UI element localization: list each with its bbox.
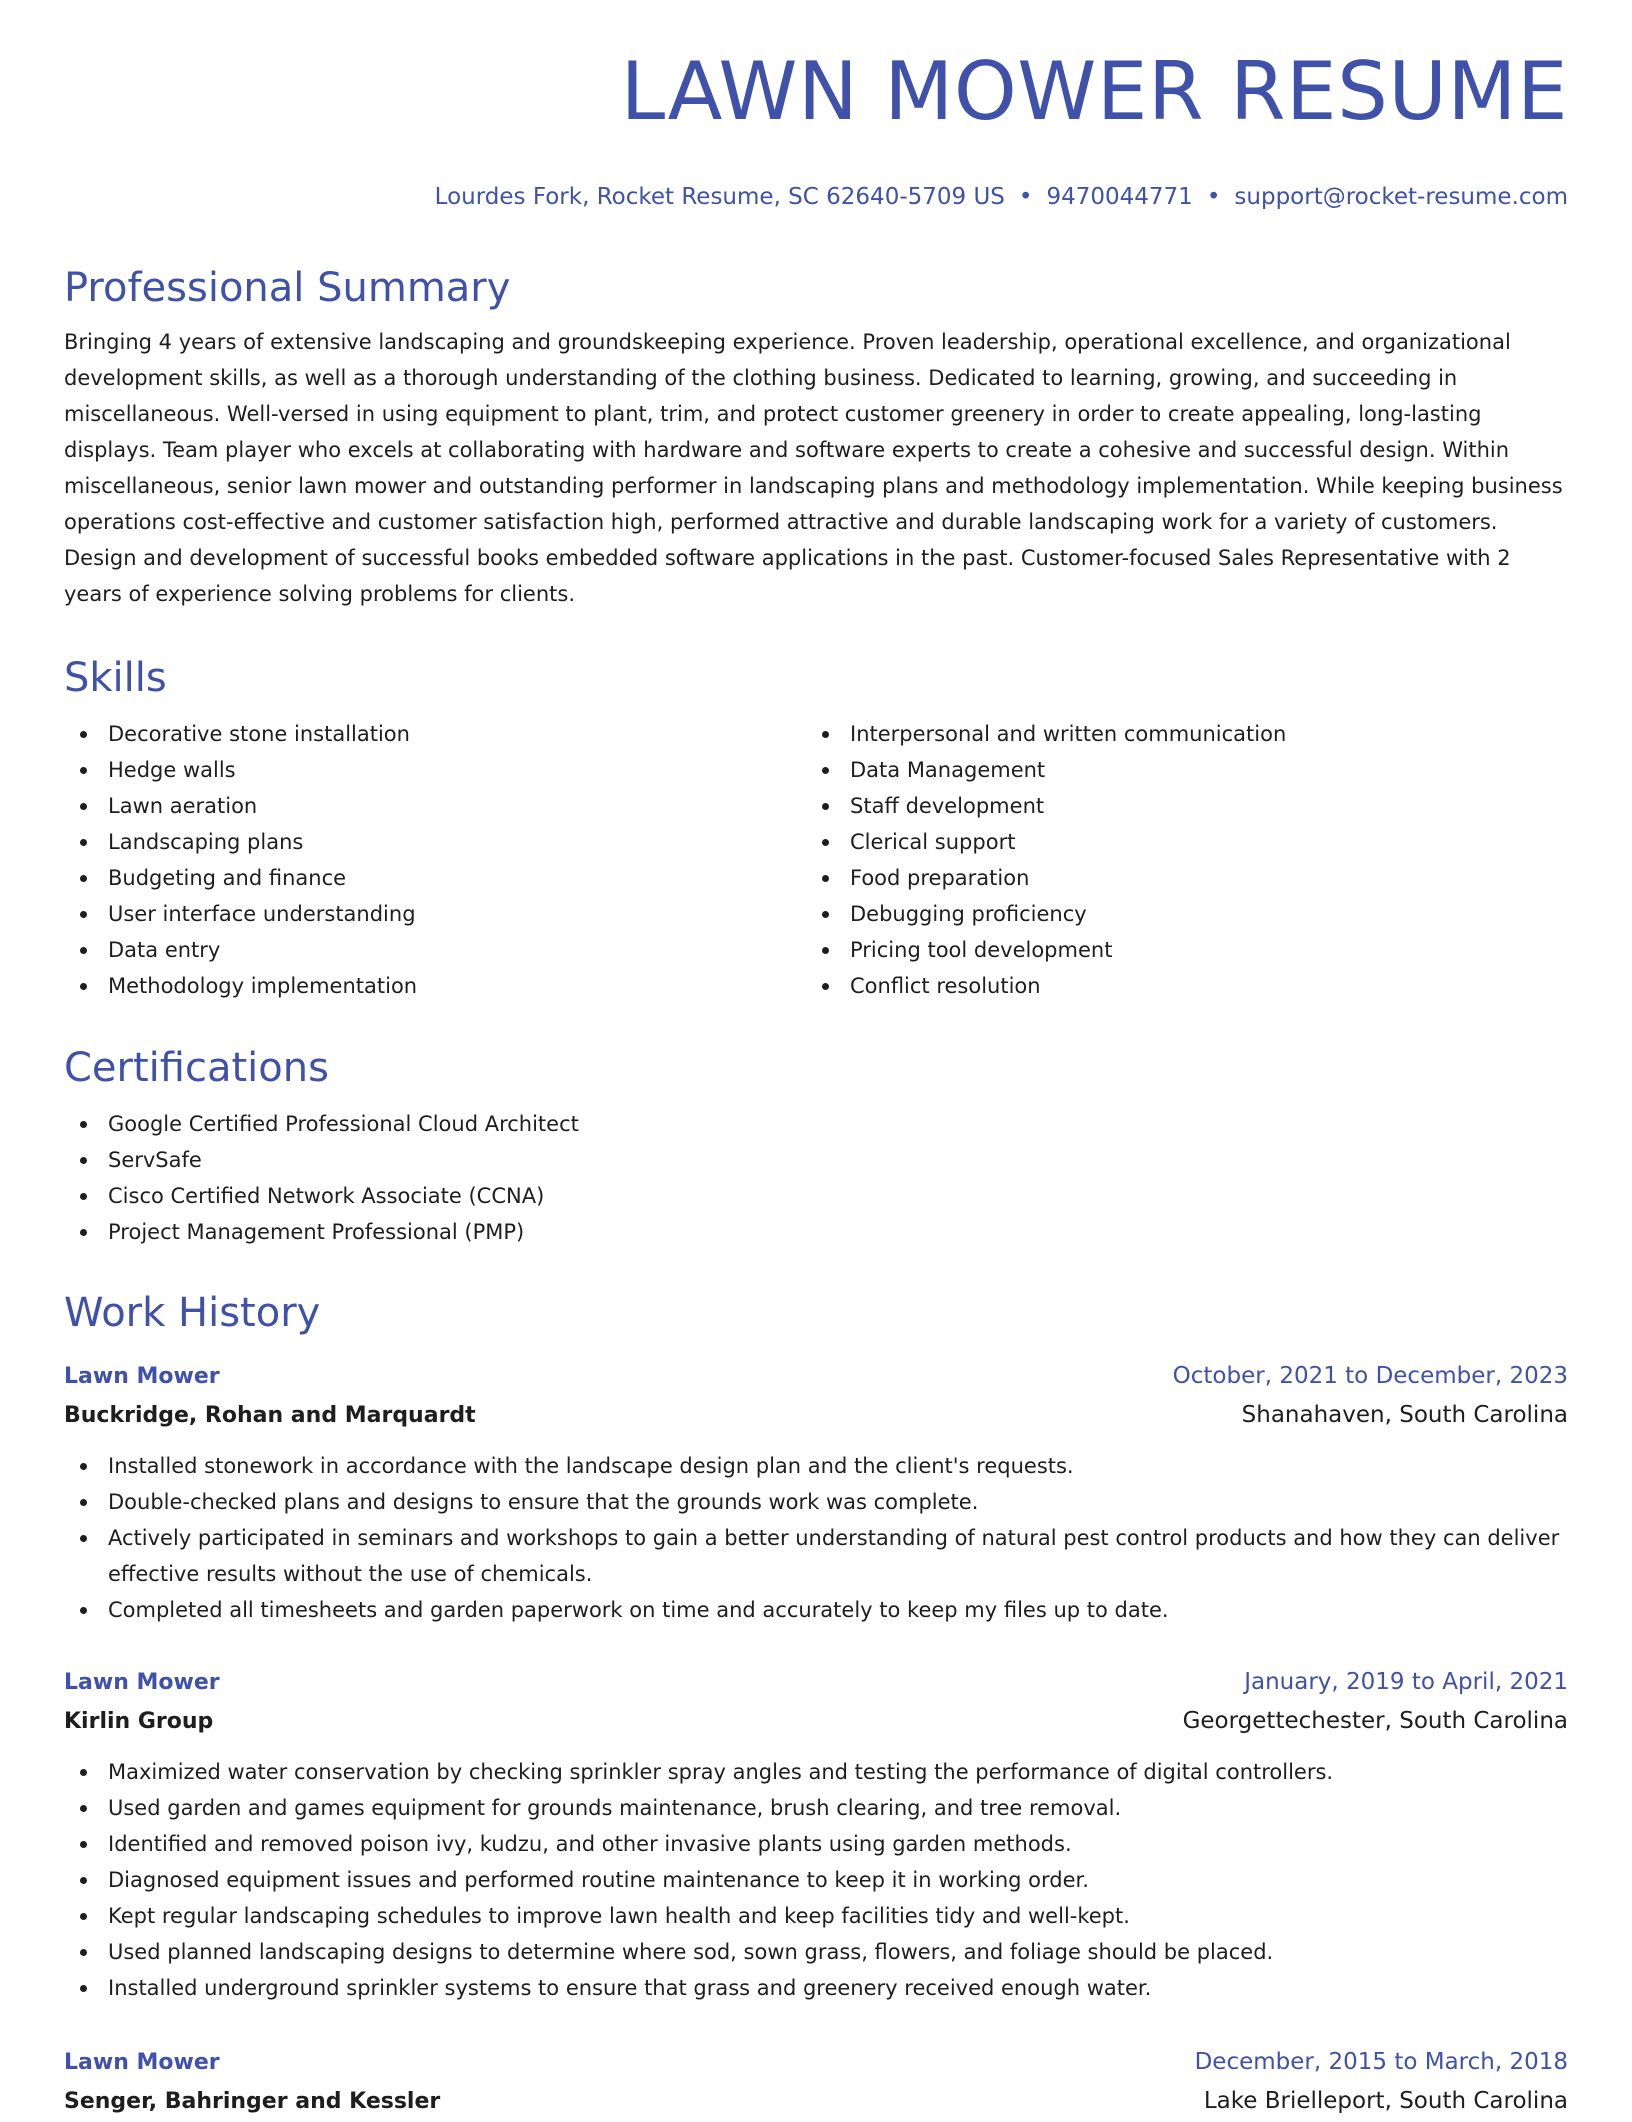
contact-address: Lourdes Fork, Rocket Resume, SC 62640-5709 US	[434, 184, 1005, 210]
job-title: Lawn Mower	[64, 1364, 220, 1389]
job-duty: Double-checked plans and designs to ensure that the grounds work was complete.	[64, 1484, 1568, 1520]
job-title: Lawn Mower	[64, 2050, 220, 2075]
skill-item: Staff development	[806, 788, 1548, 824]
certification-item: Project Management Professional (PMP)	[64, 1214, 1568, 1250]
job-entry	[64, 2044, 1568, 2122]
contact-separator: •	[1018, 184, 1033, 210]
job-company: Buckridge, Rohan and Marquardt	[64, 1403, 476, 1428]
job-duty: Installed underground sprinkler systems to ensure that grass and greenery received enough water.	[64, 1970, 1568, 2006]
skills-list-right	[806, 716, 1548, 1004]
skill-item: Decorative stone installation	[64, 716, 806, 752]
skills-list-left	[64, 716, 806, 1004]
skill-item: Budgeting and finance	[64, 860, 806, 896]
professional-summary-section	[64, 264, 1568, 612]
certification-item: ServSafe	[64, 1142, 1568, 1178]
job-duty: Actively participated in seminars and workshops to gain a better understanding of natural pest control products and how they can deliver effective results without the use of chemicals.	[64, 1520, 1568, 1592]
certifications-heading: Certifications	[64, 1045, 329, 1091]
skill-item: Food preparation	[806, 860, 1548, 896]
skill-item: Conflict resolution	[806, 968, 1548, 1004]
job-header-row	[64, 1358, 1568, 1395]
skill-item: Clerical support	[806, 824, 1548, 860]
skills-columns	[64, 716, 1568, 1004]
job-duty: Diagnosed equipment issues and performed routine maintenance to keep it in working order.	[64, 1862, 1568, 1898]
work-history-heading: Work History	[64, 1290, 321, 1336]
job-company: Senger, Bahringer and Kessler	[64, 2089, 441, 2114]
skill-item: Methodology implementation	[64, 968, 806, 1004]
job-company-row	[64, 2081, 1568, 2122]
job-header-row	[64, 2044, 1568, 2081]
skill-item: Data entry	[64, 932, 806, 968]
skill-item: Hedge walls	[64, 752, 806, 788]
job-location: Lake Brielleport, South Carolina	[1203, 2088, 1568, 2114]
skill-item: Interpersonal and written communication	[806, 716, 1548, 752]
contact-separator: •	[1206, 184, 1221, 210]
summary-text: Bringing 4 years of extensive landscaping and groundskeeping experience. Proven leadership, operational excellence, and organizational development skills, as well as a thorough understanding of the clothing business. Dedicated to learning, growing, and succeeding in miscellaneous. Well-versed in using equipment to plant, trim, and protect customer greenery in order to create appealing, long-lasting displays. Team player who excels at collaborating with hardware and software experts to create a cohesive and successful design. Within miscellaneous, senior lawn mower and outstanding performer in landscaping plans and methodology implementation. While keeping business operations cost-effective and customer satisfaction high, performed attractive and durable landscaping work for a variety of customers. Design and development of successful books embedded software applications in the past. Customer-focused Sales Representative with 2 years of experience solving problems for clients.	[64, 330, 1563, 606]
skills-section	[64, 654, 1568, 1004]
skill-item: Lawn aeration	[64, 788, 806, 824]
job-duty: Used garden and games equipment for grounds maintenance, brush clearing, and tree removal.	[64, 1790, 1568, 1826]
job-duty: Kept regular landscaping schedules to improve lawn health and keep facilities tidy and well-kept.	[64, 1898, 1568, 1934]
job-company-row	[64, 1395, 1568, 1436]
skill-item: Pricing tool development	[806, 932, 1548, 968]
job-duties-list	[64, 1754, 1568, 2006]
job-entry	[64, 1358, 1568, 1628]
job-duty: Used planned landscaping designs to determine where sod, sown grass, flowers, and foliage should be placed.	[64, 1934, 1568, 1970]
certification-item: Cisco Certified Network Associate (CCNA)	[64, 1178, 1568, 1214]
job-location: Shanahaven, South Carolina	[1241, 1402, 1568, 1428]
job-company: Kirlin Group	[64, 1709, 214, 1734]
job-dates: December, 2015 to March, 2018	[1194, 2049, 1568, 2075]
job-duty: Installed stonework in accordance with the landscape design plan and the client's requests.	[64, 1448, 1568, 1484]
certifications-section	[64, 1044, 1568, 1250]
contact-line	[435, 181, 1568, 213]
certification-item: Google Certified Professional Cloud Architect	[64, 1106, 1568, 1142]
skill-item: Data Management	[806, 752, 1548, 788]
job-title: Lawn Mower	[64, 1670, 220, 1695]
job-location: Georgettechester, South Carolina	[1182, 1708, 1568, 1734]
job-duties-list	[64, 1448, 1568, 1628]
job-entry	[64, 1664, 1568, 2006]
skills-heading: Skills	[64, 655, 167, 701]
job-duty: Completed all timesheets and garden paperwork on time and accurately to keep my files up to date.	[64, 1592, 1568, 1628]
job-dates: January, 2019 to April, 2021	[1244, 1669, 1568, 1695]
summary-heading: Professional Summary	[64, 265, 511, 311]
job-dates: October, 2021 to December, 2023	[1172, 1363, 1568, 1389]
contact-email[interactable]: support@rocket-resume.com	[1234, 184, 1568, 210]
skill-item: User interface understanding	[64, 896, 806, 932]
contact-phone: 9470044771	[1046, 184, 1193, 210]
skill-item: Debugging proficiency	[806, 896, 1548, 932]
job-company-row	[64, 1701, 1568, 1742]
skill-item: Landscaping plans	[64, 824, 806, 860]
job-header-row	[64, 1664, 1568, 1701]
resume-title: LAWN MOWER RESUME	[620, 45, 1568, 138]
job-duty: Identified and removed poison ivy, kudzu, and other invasive plants using garden methods.	[64, 1826, 1568, 1862]
certifications-list	[64, 1106, 1568, 1250]
job-duty: Maximized water conservation by checking sprinkler spray angles and testing the performance of digital controllers.	[64, 1754, 1568, 1790]
work-history-section	[64, 1289, 1568, 1337]
